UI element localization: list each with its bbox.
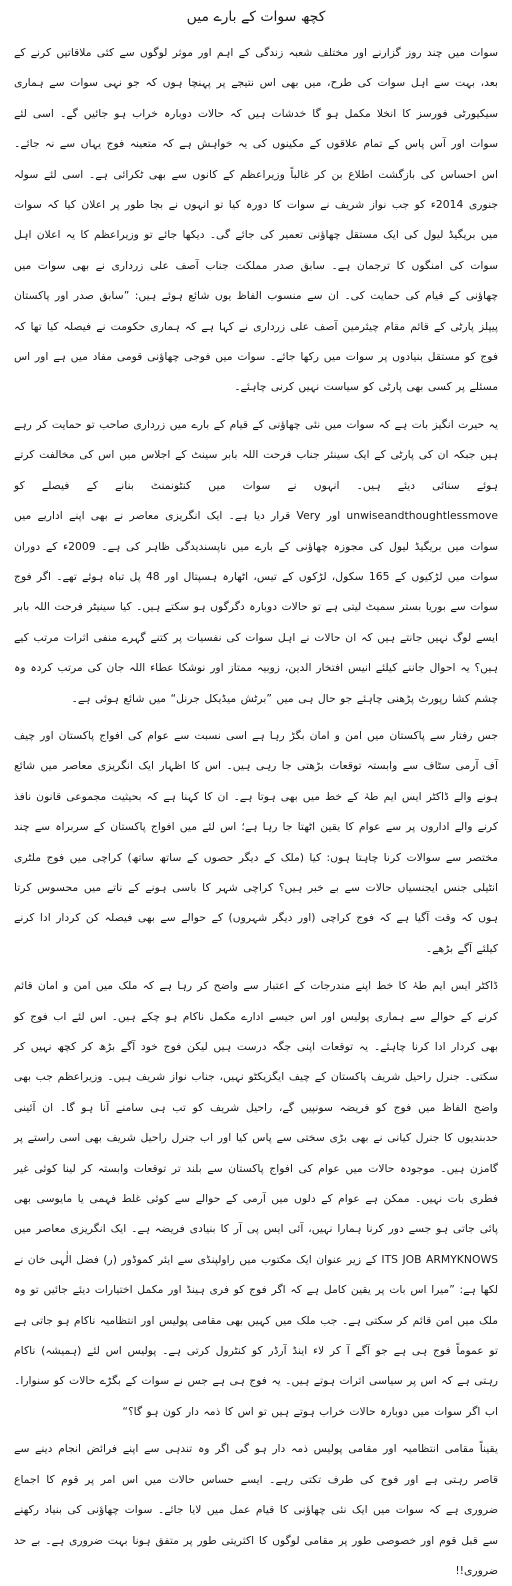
article-paragraph-2: یہ حیرت انگیز بات ہے کہ سوات میں نئی چھاؤنی کے قیام کے بارے میں زرداری صاحب تو حمایت کر رہے ہیں جبکہ ان کی پارٹی کے ایک سینئر جناب فرحت اللہ بابر سینٹ کے اجلاس میں اس کی مخالفت کرتے ہوئے سنائی دیئے ہیں۔ انہوں نے سوات میں کنٹونمنٹ بنانے کے فیصلے کو unwiseandthoughtlessmove اور Very قرار دیا ہے۔ ایک انگریزی معاصر نے بھی اپنے اداریے میں سوات میں بریگیڈ لیول کی مجوزہ چھاؤنی کے بارے میں ناپسندیدگی ظاہر کی ہے۔ 2009ء کے دوران سوات میں لڑکیوں کے 165 سکول، لڑکوں کے تیس، اٹھارہ ہسپتال اور 48 پل تباہ ہوئے تھے۔ اگر فوج سوات سے بوریا بستر سمیٹ لیتی ہے تو حالات دوبارہ دگرگوں ہو سکتے ہیں۔ کیا سینیٹر فرحت اللہ بابر ایسے لوگ نہیں جانتے ہیں کہ ان حالات نے اہل سوات کی نفسیات پر کتنے گہرے منفی اثرات مرتب کیے ہیں؟ یہ احوال جاننے کیلئے انیس افتخار الدین، زوبیہ ممتاز اور نوشکا عطاء اللہ جان کی مرتب کردہ وہ چشم کشا رپورٹ پڑھنی چاہئے جو حال ہی میں ”برٹش میڈیکل جرنل“ میں شائع ہوئی ہے۔ [14, 417, 499, 705]
article-paragraph-5: یقیناً مقامی انتظامیہ اور مقامی پولیس ذمہ دار ہو گی اگر وہ تندہی سے اپنے فرائض انجام دینے سے قاصر رہتی ہے اور فوج کی طرف تکتی رہے۔ ایسے حساس حالات میں اس امر پر قوم کا اجماع ضروری ہے کہ سوات میں ایک نئی چھاؤنی کا قیام عمل میں لایا جائے۔ سوات چھاؤنی کی بنیاد رکھنے سے قبل قوم اور خصوصی طور پر مقامی لوگوں کا اکثریتی طور پر متفق ہونا بہت ضروری ہے۔ بے حد ضروری!! [14, 1442, 498, 1577]
article-paragraph-4: ڈاکٹر ایس ایم طہٰ کا خط اپنے مندرجات کے اعتبار سے واضح کر رہا ہے کہ ملک میں امن و امان قائم کرنے کے حوالے سے ہماری پولیس اور اس جیسے ادارے مکمل ناکام ہو چکے ہیں۔ اس لئے اب فوج کو بھی کردار ادا کرنا چاہئے۔ یہ توقعات اپنی جگہ درست ہیں لیکن فوج خود آگے بڑھ کر کچھ نہیں کر سکتی۔ جنرل راحیل شریف پاکستان کے چیف ایگزیکٹو نہیں، جناب نواز شریف ہیں۔ وزیراعظم جب بھی واضح الفاظ میں فوج کو فریضہ سونپیں گے، راحیل شریف کو تب ہی سامنے آنا ہو گا۔ ان آئینی حدبندیوں کا جنرل کیانی نے بھی بڑی سختی سے پاس کیا اور اب جنرل راحیل شریف بھی اسی راستے پر گامزن ہیں۔ موجودہ حالات میں عوام کی افواج پاکستان سے بلند تر توقعات وابستہ کر لینا کوئی غیر فطری بات نہیں۔ ممکن ہے عوام کے دلوں میں آرمی کے حوالے سے کوئی غلط فہمی یا مایوسی بھی پائی جاتی ہو جسے دور کرنا ہمارا نہیں، آئی ایس پی آر کا بنیادی فریضہ ہے۔ ایک انگریزی معاصر میں ITS JOB ARMYKNOWS کے زیر عنوان ایک مکتوب میں راولپنڈی سے ایئر کموڈور (ر) فضل الٰہی خان نے لکھا ہے: ”میرا اس بات پر یقین کامل ہے کہ اگر فوج کو فری ہینڈ اور مکمل اختیارات دیئے جائیں تو وہ ملک میں امن قائم کر سکتی ہے۔ جب ملک میں کہیں بھی مقامی پولیس اور انتظامیہ ناکام ہو جاتی ہے تو عموماً فوج ہی ہے جو آگے آ کر لاء اینڈ آرڈر کو کنٹرول کرتی ہے۔ پولیس اس لئے (ہمیشہ) ناکام رہتی ہے کہ اس پر سیاسی اثرات ہوتے ہیں۔ یہ فوج ہی ہے جس نے سوات کے بگڑے حالات کو سنوارا۔ اب اگر سوات میں دوبارہ حالات خراب ہوتے ہیں تو اس کا ذمہ دار کون ہو گا؟“ [14, 979, 498, 1418]
article-paragraph-1: سوات میں چند روز گزارنے اور مختلف شعبہ زندگی کے اہم اور موثر لوگوں سے کئی ملاقاتیں کرنے کے بعد، بہت سے اہل سوات کی طرح، میں بھی اس نتیجے پر پہنچا ہوں کہ جو نہی سوات سے ہماری سیکیورٹی فورسز کا انخلا مکمل ہو گا خدشات ہیں کہ حالات دوبارہ خراب ہو جائیں گے۔ اسی لئے سوات اور آس پاس کے تمام علاقوں کے مکینوں کی یہ خواہش ہے کہ متعینہ فوج یہاں سے نہ جائے۔ اس احساس کی بازگشت اطلاع بن کر غالباً وزیراعظم کے کانوں سے بھی ٹکرائی ہے۔ اسی لئے سولہ جنوری 2014ء کو جب نواز شریف نے سوات کا دورہ کیا تو انہوں نے بجا طور پر اعلان کیا کہ سوات میں بریگیڈ لیول کی ایک مستقل چھاؤنی تعمیر کی جائے گی۔ دیکھا جائے تو وزیراعظم کا یہ اعلان اہل سوات کی امنگوں کا ترجمان ہے۔ سابق صدر مملکت جناب آصف علی زرداری نے بھی سوات میں چھاؤنی کے قیام کی حمایت کی۔ ان سے منسوب الفاظ یوں شائع ہوئے ہیں: ”سابق صدر اور پاکستان پیپلز پارٹی کے قائم مقام چیئرمین آصف علی زرداری نے کہا ہے کہ ہماری حکومت نے فیصلہ کیا تھا کہ فوج کو مستقل بنیادوں پر سوات میں رکھا جائے۔ سوات میں فوجی چھاؤنی قومی مفاد میں ہے اور اس مسئلے پر کسی بھی پارٹی کو سیاست نہیں کرنی چاہئے۔ [14, 46, 499, 394]
article-body [14, 38, 498, 1586]
article-title: کچھ سوات کے بارے میں [186, 9, 326, 25]
article-paragraph-3: جس رفتار سے پاکستان میں امن و امان بگڑ رہا ہے اسی نسبت سے عوام کی افواج پاکستان اور چیف آف آرمی سٹاف سے وابستہ توقعات بڑھتی جا رہی ہیں۔ اس کا اظہار ایک انگریزی معاصر میں شائع ہونے والے ڈاکٹر ایس ایم طہٰ کے خط میں بھی ہوتا ہے۔ ان کا کہنا ہے کہ بحیثیت مجموعی قانون نافذ کرنے والے اداروں پر سے عوام کا یقین اٹھتا جا رہا ہے؛ اس لئے میں افواج پاکستان کے سربراہ سے چند مختصر سے سوالات کرنا چاہتا ہوں: کیا (ملک کے دیگر حصوں کے ساتھ ساتھ) کراچی میں فوج ملٹری انٹیلی جنس ایجنسیاں حالات سے بے خبر ہیں؟ کراچی شہر کا باسی ہونے کے ناتے میں محسوس کرتا ہوں کہ وقت آگیا ہے کہ فوج کراچی (اور دیگر شہروں) کے حوالے سے بھی فیصلہ کن کردار ادا کرنے کیلئے آگے بڑھے۔ [14, 728, 498, 955]
